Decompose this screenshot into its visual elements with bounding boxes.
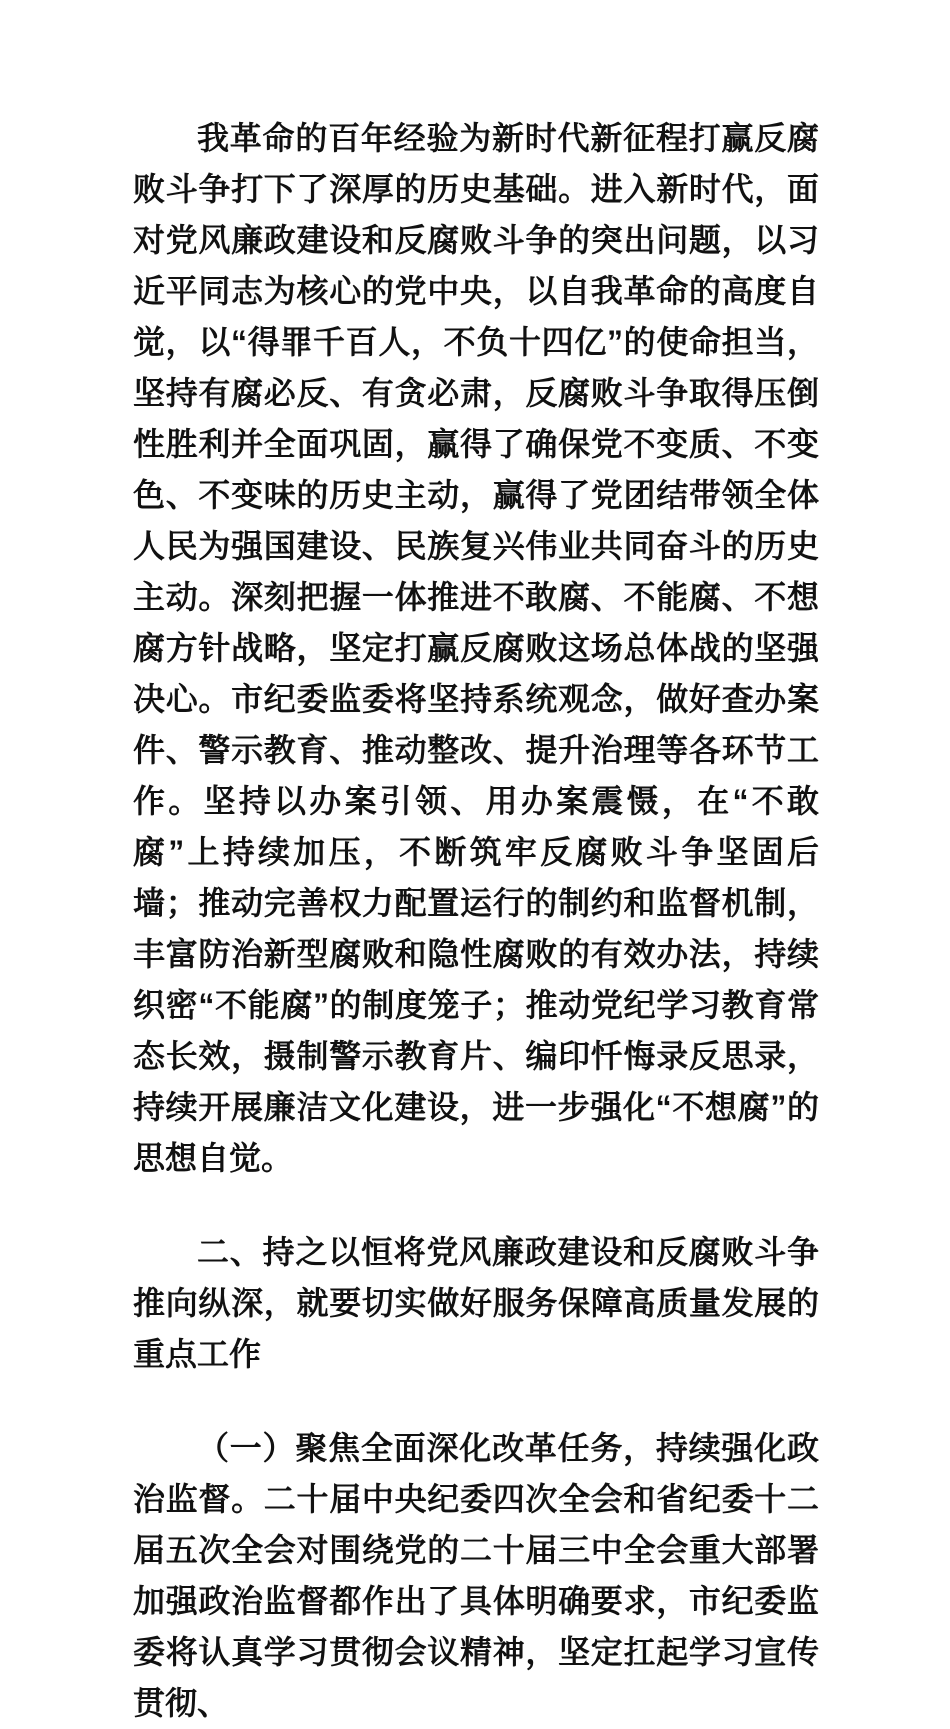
body-paragraph-1: 我革命的百年经验为新时代新征程打赢反腐败斗争打下了深厚的历史基础。进入新时代，面对党风廉政建设和反腐败斗争的突出问题，以习近平同志为核心的党中央，以自我革命的高度自觉，以“得罪千百人，不负十四亿”的使命担当，坚持有腐必反、有贪必肃，反腐败斗争取得压倒性胜利并全面巩固，赢得了确保党不变质、不变色、不变味的历史主动，赢得了党团结带领全体人民为强国建设、民族复兴伟业共同奋斗的历史主动。深刻把握一体推进不敢腐、不能腐、不想腐方针战略，坚定打赢反腐败这场总体战的坚强决心。市纪委监委将坚持系统观念，做好查办案件、警示教育、推动整改、提升治理等各环节工作。坚持以办案引领、用办案震慑，在“不敢腐”上持续加压，不断筑牢反腐败斗争坚固后墙；推动完善权力配置运行的制约和监督机制，丰富防治新型腐败和隐性腐败的有效办法，持续织密“不能腐”的制度笼子；推动党纪学习教育常态长效，摄制警示教育片、编印忏悔录反思录，持续开展廉洁文化建设，进一步强化“不想腐”的思想自觉。 <box>133 120 819 1176</box>
subsection-heading-1: （一）聚焦全面深化改革任务，持续强化政治监督。二十届中央纪委四次全会和省纪委十二届五次全会对围绕党的二十届三中全会重大部署加强政治监督都作出了具体明确要求，市纪委监委将认真学习贯彻会议精神，坚定扛起学习宣传贯彻、 <box>133 1430 819 1721</box>
document-text-column <box>133 113 819 1729</box>
section-heading-2: 二、持之以恒将党风廉政建设和反腐败斗争推向纵深，就要切实做好服务保障高质量发展的重点工作 <box>133 1234 819 1372</box>
